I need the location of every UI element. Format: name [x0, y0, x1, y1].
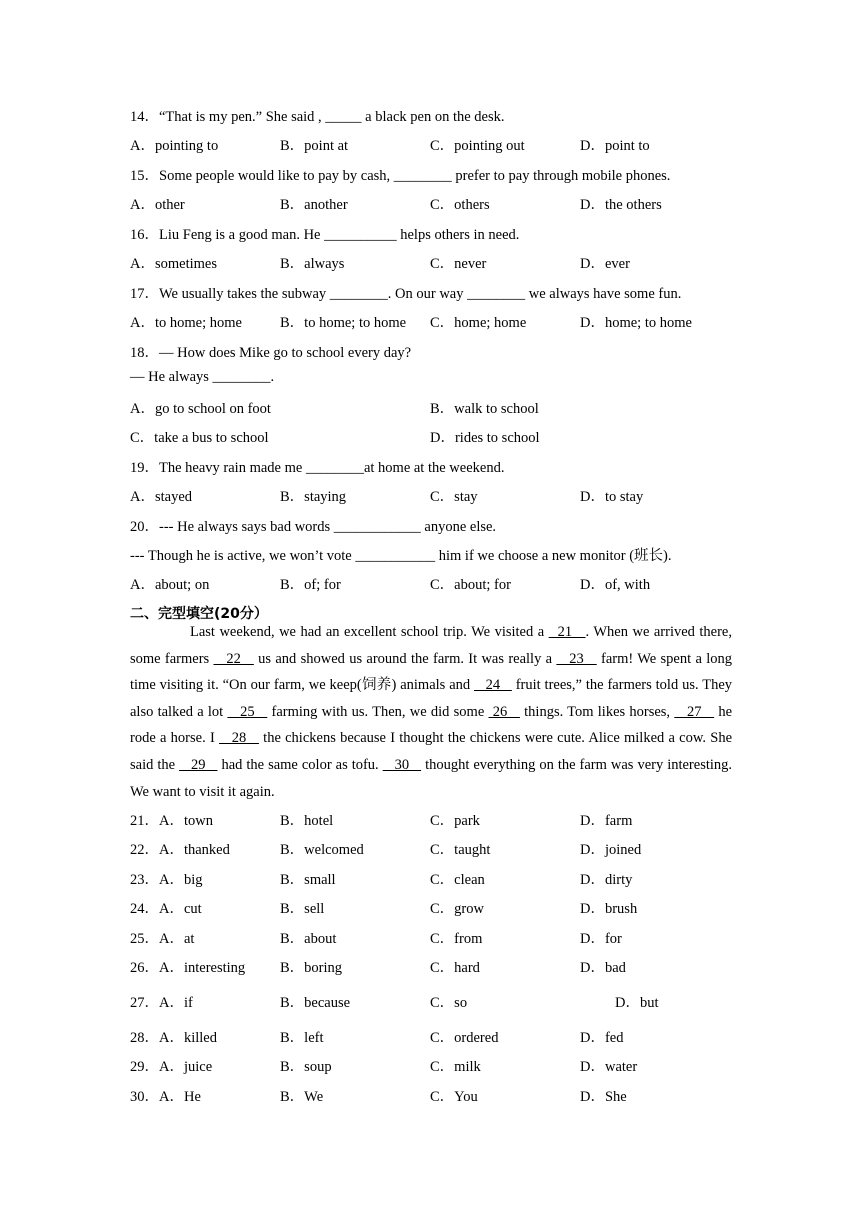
answer-option: D．ever [580, 256, 630, 272]
passage-text: he rode a horse. I [130, 703, 733, 747]
answer-blank: 27 [674, 703, 715, 720]
option-row [130, 193, 770, 213]
cloze-option-row [130, 1085, 770, 1105]
answer-option: D．of, with [580, 577, 651, 593]
answer-blank: 21 [548, 624, 586, 640]
answer-option: C．about; for [430, 577, 511, 593]
passage-text: had the same color as tofu. [217, 756, 383, 773]
passage-text: thought everything on the farm was very interesting. We want to visit it again. [130, 756, 733, 800]
answer-option: A．pointing to [130, 138, 219, 154]
answer-option: A．about; on [130, 577, 210, 593]
answer-option: 28．A．killed [130, 1030, 217, 1046]
answer-option: D．fed [580, 1030, 624, 1046]
option-row [130, 485, 770, 505]
answer-option: B．about [280, 931, 337, 947]
answer-option: 26．A．interesting [130, 960, 246, 976]
answer-option: 22．A．thanked [130, 842, 230, 858]
answer-option: C．so [430, 995, 468, 1011]
option-row [130, 134, 770, 154]
cloze-option-row [130, 897, 770, 917]
answer-blank: 24 [474, 677, 512, 694]
answer-option: D．bad [580, 960, 626, 976]
answer-option: 29．A．juice [130, 1059, 213, 1075]
answer-blank: 29 [179, 756, 218, 773]
cloze-option-row [130, 1055, 770, 1075]
passage-text: fruit trees,” the farmers told us. They also talked a lot [130, 677, 733, 720]
option-row [130, 573, 770, 593]
option-row [130, 311, 770, 331]
answer-option: A．other [130, 197, 185, 213]
answer-option: 25．A．at [130, 931, 195, 947]
answer-option: C．ordered [430, 1030, 499, 1046]
cloze-option-row [130, 956, 770, 976]
answer-blank: 23 [556, 650, 597, 667]
answer-option: D．but [615, 995, 659, 1011]
question-stem: 18．— How does Mike go to school every day? [130, 345, 412, 361]
answer-option: 23．A．big [130, 872, 203, 888]
passage-text: . When we arrived there, some farmers [130, 624, 732, 667]
answer-blank: 22 [213, 650, 254, 667]
cloze-option-row [130, 838, 770, 858]
passage-text: things. Tom likes horses, [519, 703, 675, 720]
passage-text: farming with us. Then, we did some [267, 703, 489, 720]
cloze-passage-text [130, 619, 732, 805]
answer-option: B．sell [280, 901, 325, 917]
option-row [130, 397, 770, 417]
answer-option: D．farm [580, 813, 633, 829]
answer-option: C．grow [430, 901, 484, 917]
question-stem: 16．Liu Feng is a good man. He __________ helps others in need. [130, 227, 520, 243]
answer-option: C．stay [430, 489, 478, 505]
question-stem: 14．“That is my pen.” She said , _____ a black pen on the desk. [130, 109, 505, 125]
answer-option: C．home; home [430, 315, 527, 331]
option-row [130, 252, 770, 272]
answer-option: D．home; to home [580, 315, 692, 331]
cloze-option-row [130, 927, 770, 947]
answer-option: C．pointing out [430, 138, 525, 154]
answer-option: C．from [430, 931, 483, 947]
answer-option: B．soup [280, 1059, 332, 1075]
answer-option: A．to home; home [130, 315, 242, 331]
answer-option: B．hotel [280, 813, 334, 829]
section-2-title: 二、完型填空(20分） [130, 606, 268, 622]
answer-option: C．take a bus to school [130, 430, 269, 446]
question-stem: 20．--- He always says bad words ____________ anyone else. [130, 519, 497, 535]
answer-option: C．milk [430, 1059, 481, 1075]
question-stem: 17．We usually takes the subway ________. On our way ________ we always have some fun. [130, 286, 682, 302]
answer-option: D．for [580, 931, 622, 947]
answer-option: C．clean [430, 872, 485, 888]
answer-option: B．staying [280, 489, 347, 505]
cloze-option-row [130, 991, 770, 1011]
answer-option: B．point at [280, 138, 349, 154]
cloze-option-row [130, 1026, 770, 1046]
answer-option: A．sometimes [130, 256, 217, 272]
answer-blank: 28 [219, 730, 259, 747]
answer-blank: 26 [488, 703, 520, 720]
answer-option: C．You [430, 1089, 478, 1105]
question-stem: --- Though he is active, we won’t vote ___________ him if we choose a new monitor (班长). [130, 548, 672, 564]
answer-option: B．We [280, 1089, 324, 1105]
answer-option: C．park [430, 813, 480, 829]
answer-option: 27．A．if [130, 995, 193, 1011]
answer-option: D．water [580, 1059, 638, 1075]
answer-option: D．to stay [580, 489, 644, 505]
cloze-option-row [130, 868, 770, 888]
answer-blank: 30 [382, 756, 422, 773]
passage-text: farm! We spent a long time visiting it. “On our farm, we keep(饲养) animals and [130, 650, 732, 694]
answer-option: 24．A．cut [130, 901, 202, 917]
answer-option: B．welcomed [280, 842, 364, 858]
question-stem: 15．Some people would like to pay by cash, ________ prefer to pay through mobile phones. [130, 168, 671, 184]
answer-option: D．She [580, 1089, 627, 1105]
answer-option: C．never [430, 256, 487, 272]
answer-option: D．point to [580, 138, 650, 154]
answer-option: B．because [280, 995, 351, 1011]
answer-option: D．the others [580, 197, 662, 213]
option-row [130, 426, 770, 446]
question-stem: 19．The heavy rain made me ________at home at the weekend. [130, 460, 505, 476]
cloze-passage [130, 619, 732, 805]
answer-option: A．go to school on foot [130, 401, 271, 417]
passage-text: the chickens because I thought the chickens were cute. Alice milked a cow. She said the [130, 730, 732, 773]
answer-option: B．another [280, 197, 348, 213]
passage-text: Last weekend, we had an excellent school trip. We visited a [190, 624, 549, 640]
cloze-option-row [130, 809, 770, 829]
answer-option: A．stayed [130, 489, 193, 505]
answer-option: B．boring [280, 960, 343, 976]
answer-option: B．of; for [280, 577, 341, 593]
question-stem: — He always ________. [130, 369, 275, 385]
answer-option: B．left [280, 1030, 324, 1046]
answer-option: B．small [280, 872, 336, 888]
answer-option: B．walk to school [430, 401, 539, 417]
answer-option: D．brush [580, 901, 638, 917]
answer-option: C．hard [430, 960, 480, 976]
answer-option: B．always [280, 256, 345, 272]
answer-option: D．joined [580, 842, 642, 858]
answer-option: C．others [430, 197, 490, 213]
answer-option: 30．A．He [130, 1089, 201, 1105]
answer-blank: 25 [227, 703, 268, 720]
answer-option: 21．A．town [130, 813, 213, 829]
answer-option: C．taught [430, 842, 491, 858]
answer-option: D．dirty [580, 872, 633, 888]
answer-option: B．to home; to home [280, 315, 407, 331]
answer-option: D．rides to school [430, 430, 540, 446]
passage-text: us and showed us around the farm. It was really a [253, 650, 557, 667]
